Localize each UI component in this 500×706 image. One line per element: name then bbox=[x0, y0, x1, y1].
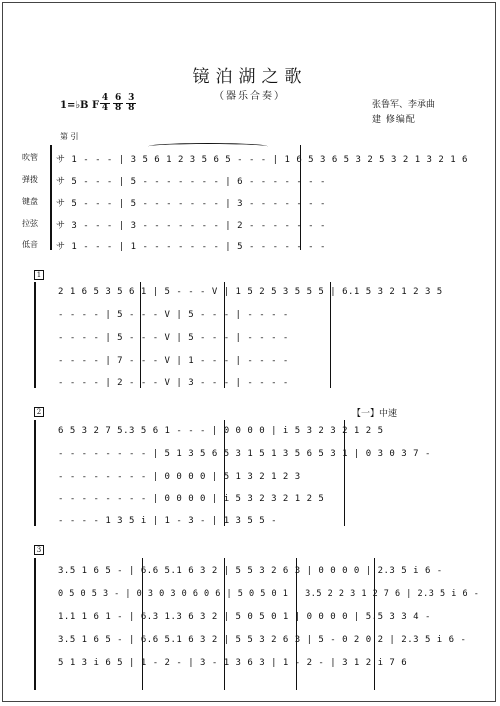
staff-row-keyboard: - - - - | 5 - - - V | 5 - - - | - - - - bbox=[58, 333, 289, 343]
composer-credit: 张鲁军、李承曲 bbox=[372, 100, 436, 110]
staff-row-plucked: 0 5 0 5 3 - | 0 3 0 3 0 6 0 6 | 5 0 5 0 1 | 3.5 2 2 3 1 2 7 6 | 2.3 5 i 6 - bbox=[58, 589, 480, 599]
slur bbox=[148, 143, 268, 150]
staff-row-winds: サ 1 - - - | 3 5 6 1 2 3 5 6 5 - - - | 1 6 5 3 6 5 3 2 5 3 2 1 3 2 1 6 bbox=[56, 155, 468, 165]
meter-1: $\frac{4}{4}$ bbox=[101, 93, 109, 113]
bar-line bbox=[374, 558, 375, 690]
instrument-label-bowed: 拉弦 bbox=[22, 219, 38, 228]
instrument-label-plucked: 弹拨 bbox=[22, 175, 38, 184]
staff-row-bowed: - - - - - - - - | 0 0 0 0 | i 5 3 2 3 2 1 2 5 bbox=[58, 494, 325, 504]
bar-line bbox=[142, 558, 143, 690]
staff-row-winds: 3.5 1 6 5 - | 6.6 5.1 6 3 2 | 5 5 3 2 6 3 | 0 0 0 0 | 2.3 5 i 6 - bbox=[58, 566, 443, 576]
system-bracket bbox=[34, 558, 36, 690]
rehearsal-mark: 2 bbox=[34, 407, 44, 417]
staff-row-bowed: 3.5 1 6 5 - | 6.6 5.1 6 3 2 | 5 5 3 2 6 3 | 5 - 0 2 0 2 | 2.3 5 i 6 - bbox=[58, 635, 467, 645]
bar-line bbox=[330, 282, 331, 388]
staff-row-plucked: - - - - - - - - | 5 1 3 5 6 5 3 1 5 1 3 5 6 5 3 1 | 0 3 0 3 7 - bbox=[58, 449, 431, 459]
bar-line bbox=[224, 558, 225, 690]
instrument-label-keyboard: 键盘 bbox=[22, 197, 38, 206]
system-bracket bbox=[34, 420, 36, 526]
bar-line bbox=[296, 558, 297, 690]
section-label: 【一】中速 bbox=[352, 409, 398, 419]
staff-row-keyboard: 1.1 1 6 1 - | 6.3 1.3 6 3 2 | 5 0 5 0 1 | 0 0 0 0 | 5.5 3 3 4 - bbox=[58, 612, 431, 622]
staff-row-bowed: - - - - | 7 - - - V | 1 - - - | - - - - bbox=[58, 356, 289, 366]
score-subtitle: （器乐合奏） bbox=[214, 91, 286, 102]
staff-row-bass: - - - - 1 3 5 i | 1 - 3 - | 1 3 5 5 - bbox=[58, 516, 277, 526]
staff-row-plucked: - - - - | 5 - - - V | 5 - - - | - - - - bbox=[58, 310, 289, 320]
intro-label: 第 引 bbox=[60, 132, 79, 141]
rehearsal-mark: 1 bbox=[34, 270, 44, 280]
key-signature: 1=♭B F bbox=[60, 100, 100, 111]
instrument-label-bass: 低音 bbox=[22, 240, 38, 249]
staff-row-bass: サ 1 - - - | 1 - - - - - - - | 5 - - - - - - - bbox=[56, 242, 326, 252]
instrument-label-winds: 吹管 bbox=[22, 153, 38, 162]
system-bracket bbox=[34, 282, 36, 388]
staff-row-plucked: サ 5 - - - | 5 - - - - - - - | 6 - - - - - - - bbox=[56, 177, 326, 187]
staff-row-winds: 2 1 6 5 3 5 6 1 | 5 - - - V | 1 5 2 5 3 5 5 5 | 6.1 5 3 2 1 2 3 5 bbox=[58, 287, 443, 297]
arranger-credit: 建 修编配 bbox=[372, 115, 416, 125]
staff-row-winds: 6 5 3 2 7 5.3 5 6 1 - - - | 0 0 0 0 | i 5 3 2 3 2 1 2 5 bbox=[58, 426, 384, 436]
staff-row-bass: - - - - | 2 - - - V | 3 - - - | - - - - bbox=[58, 378, 289, 388]
staff-row-keyboard: - - - - - - - - | 0 0 0 0 | 5 1 3 2 1 2 3 bbox=[58, 472, 301, 482]
time-signatures bbox=[100, 94, 136, 113]
staff-row-keyboard: サ 5 - - - | 5 - - - - - - - | 3 - - - - - - - bbox=[56, 199, 326, 209]
staff-row-bass: 5 1 3 i 6 5 | 1 - 2 - | 3 - 1 3 6 3 | 1 - 2 - | 3 1 2 i 7 6 bbox=[58, 658, 408, 668]
system-bracket bbox=[50, 145, 52, 250]
staff-row-bowed: サ 3 - - - | 3 - - - - - - - | 2 - - - - - - - bbox=[56, 221, 326, 231]
meter-2: $\frac{6}{8}$ bbox=[115, 93, 122, 113]
meter-3: $\frac{3}{8}$ bbox=[128, 93, 135, 113]
rehearsal-mark: 3 bbox=[34, 545, 44, 555]
score-title: 镜泊湖之歌 bbox=[192, 67, 308, 87]
